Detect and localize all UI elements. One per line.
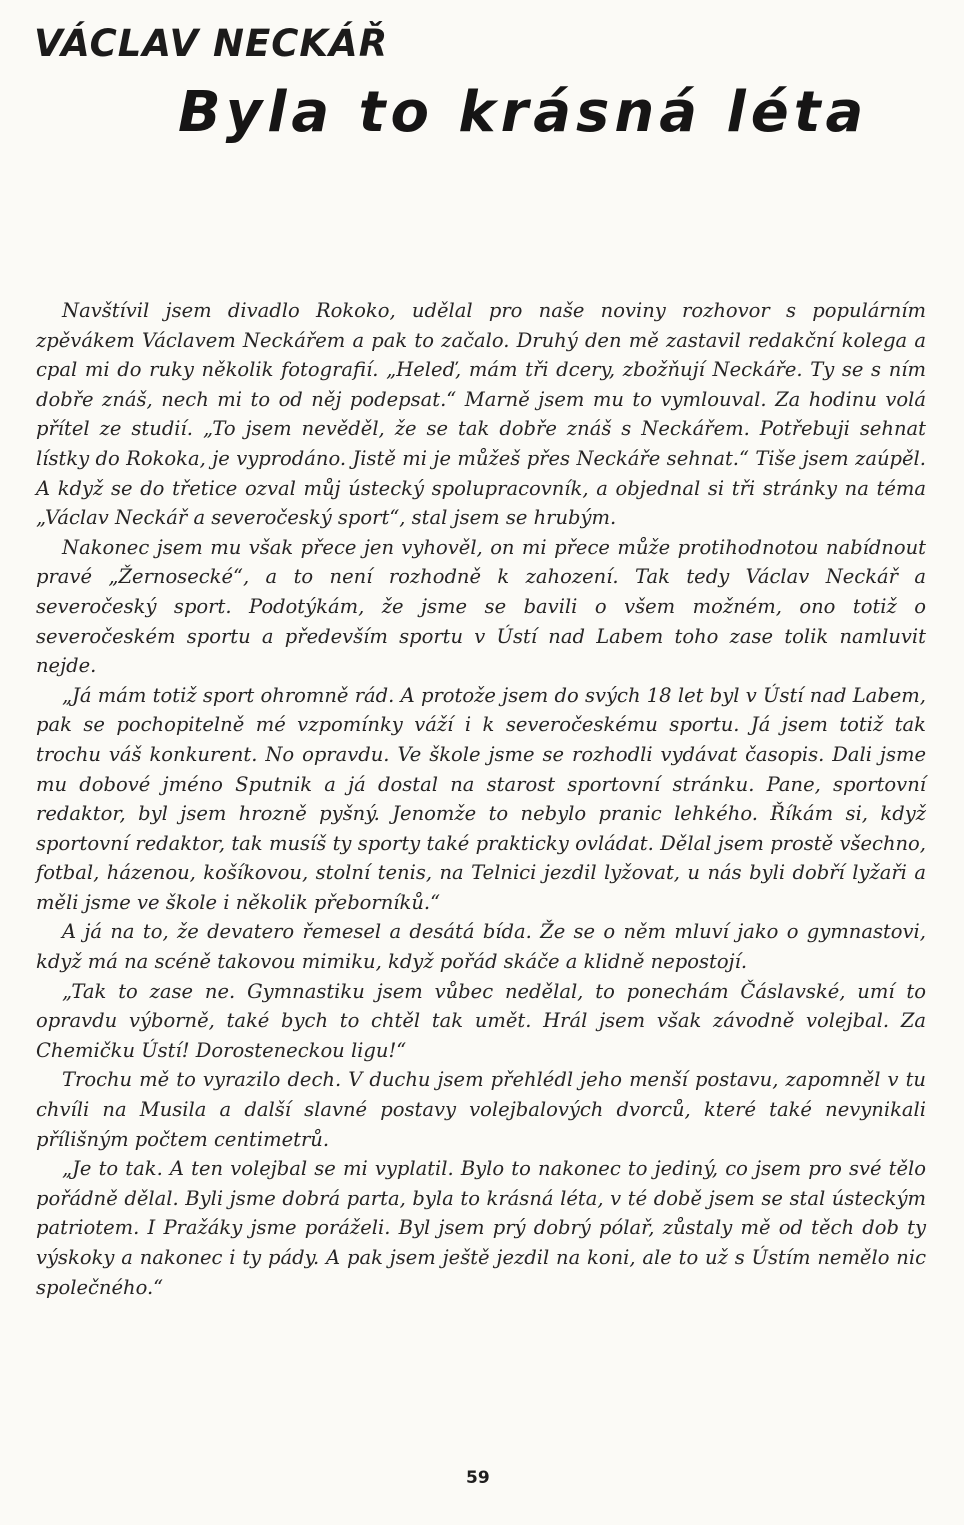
paragraph: A já na to, že devatero řemesel a desátá bída. Že se o něm mluví jako o gymnastovi, když má na scéně takovou mimiku, když pořád skáče a klidně nepostojí. [36,920,926,974]
article-title: Byla to krásná léta [178,80,869,145]
paragraph: Nakonec jsem mu však přece jen vyhověl, on mi přece může protihodnotou nabídnout pravé „Žernosecké“, a to není rozhodně k zahození. Tak tedy Václav Neckář a severočeský sport. Podotýkám, že jsme se bavili o všem možném, ono totiž o severočeském sportu a především sportu v Ústí nad Labem toho zase tolik namluvit nejde. [36,535,926,678]
author-name: VÁCLAV NECKÁŘ [34,22,389,65]
paragraph: „Já mám totiž sport ohromně rád. A protože jsem do svých 18 let byl v Ústí nad Labem, pak se pochopitelně mé vzpomínky váží i k severočeskému sportu. Já jsem totiž tak trochu váš konkurent. No opravdu. Ve škole jsme se rozhodli vydávat časopis. Dali jsme mu dobové jméno Sputnik a já dostal na starost sportovní stránku. Pane, sportovní redaktor, byl jsem hrozně pyšný. Jenomže to nebylo pranic lehkého. Říkám si, když sportovní redaktor, tak musíš ty sporty také prakticky ovládat. Dělal jsem prostě všechno, fotbal, házenou, košíkovou, stolní tenis, na Telnici jezdil lyžovat, u nás byli dobří lyžaři a měli jsme ve škole i několik přeborníků.“ [36,683,926,914]
page-number: 59 [466,1468,490,1488]
paragraph: Navštívil jsem divadlo Rokoko, udělal pro naše noviny rozhovor s populárním zpěvákem Václavem Neckářem a pak to začalo. Druhý den mě zastavil redakční kolega a cpal mi do ruky několik fotografií. „Heleď, mám tři dcery, zbožňují Neckáře. Ty se s ním dobře znáš, nech mi to od něj podepsat.“ Marně jsem mu to vymlouval. Za hodinu volá přítel ze studií. „To jsem nevěděl, že se tak dobře znáš s Neckářem. Potřebuji sehnat lístky do Rokoka, je vyprodáno. Jistě mi je můžeš přes Neckáře sehnat.“ Tiše jsem zaúpěl. A když se do třetice ozval můj ústecký spolupracovník, a objednal si tři stránky na téma „Václav Neckář a severočeský sport“, stal jsem se hrubým. [36,299,926,530]
paragraph: „Je to tak. A ten volejbal se mi vyplatil. Bylo to nakonec to jediný, co jsem pro své tělo pořádně dělal. Byli jsme dobrá parta, byla to krásná léta, v té době jsem se stal ústeckým patriotem. I Pražáky jsme poráželi. Byl jsem prý dobrý pólař, zůstaly mě od těch dob ty výskoky a nakonec i ty pády. A pak jsem ještě jezdil na koni, ale to už s Ústím nemělo nic společného.“ [36,1157,926,1299]
article-body [36,296,926,1302]
paragraph: Trochu mě to vyrazilo dech. V duchu jsem přehlédl jeho menší postavu, zapomněl v tu chvíli na Musila a další slavné postavy volejbalových dvorců, které také nevynikali přílišným počtem centimetrů. [36,1068,926,1151]
paragraph: „Tak to zase ne. Gymnastiku jsem vůbec nedělal, to ponechám Čáslavské, umí to opravdu výborně, také bych to chtěl tak umět. Hrál jsem však závodně volejbal. Za Chemičku Ústí! Dorosteneckou ligu!“ [36,979,926,1062]
